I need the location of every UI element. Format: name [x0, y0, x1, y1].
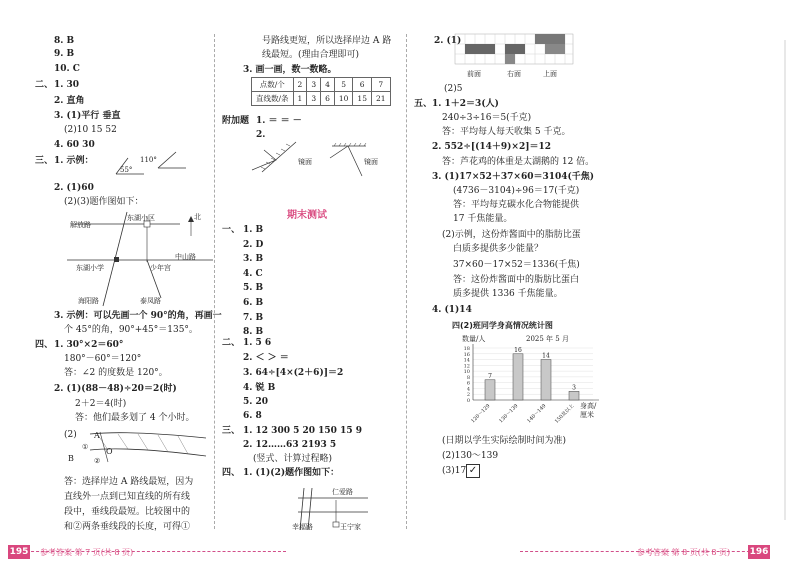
y-tick-label: 8	[466, 374, 470, 381]
page-edge	[784, 40, 786, 520]
table-cell: 1	[293, 92, 307, 106]
table-cell: 15	[353, 92, 372, 106]
view-label: 前面	[467, 70, 481, 78]
points-lines-table	[251, 77, 391, 106]
answer-line: 180°－60°＝120°	[64, 354, 142, 364]
answer-line: 10. C	[54, 64, 80, 74]
road-label: 仁爱路	[332, 488, 353, 496]
answer-line: 2. 直角	[54, 96, 85, 106]
figure-label: ①	[82, 443, 89, 451]
bar	[485, 380, 495, 400]
y-tick-label: 6	[466, 380, 470, 387]
table-cell: 5	[334, 78, 353, 92]
figure-label: A	[94, 431, 100, 440]
y-tick-label: 12	[463, 363, 470, 370]
table-cell: 21	[371, 92, 390, 106]
answer-line: 答：∠2 的度数是 120°。	[64, 368, 168, 378]
answer-line: 6. B	[243, 298, 264, 308]
map-label: 东湖小区	[127, 214, 155, 222]
answer-line: 段中，垂线段最短。比较图中的	[64, 507, 191, 517]
answer-line: 5. B	[243, 283, 264, 294]
table-cell: 7	[371, 78, 390, 92]
answer-line: 4. 锐 B	[243, 383, 276, 393]
answer-line: 1. 30	[54, 80, 80, 90]
answer-line: (4736－3104)÷96＝17(千克)	[453, 186, 580, 196]
table-cell: 6	[321, 92, 335, 106]
answer-line: 2. ＜ ＞ ＝	[243, 353, 289, 363]
table-cell: 6	[353, 78, 372, 92]
exam-title: 期末测试	[287, 210, 327, 221]
mirror-label: 镜面	[364, 158, 378, 166]
road-label: 幸福路	[292, 523, 313, 531]
angle-label: 110°	[140, 156, 157, 164]
answer-line: 7. B	[243, 312, 264, 323]
answer-line: (2)130～139	[442, 451, 499, 461]
answer-line: 3. 画一画，数一数略。	[243, 65, 337, 75]
answer-line: 号路线更短，所以选择岸边 A 路	[262, 36, 392, 46]
view-label: 上面	[543, 70, 557, 78]
footer-text: 参考答案 第 8 页(共 8 页)	[637, 548, 731, 557]
bar	[513, 354, 523, 400]
answer-line: 2.	[256, 130, 266, 140]
chart-date: 2025 年 5 月	[526, 335, 569, 343]
section-heading: 一、	[222, 225, 241, 235]
answer-line: (2)10 15 52	[64, 125, 117, 135]
answer-line: 直线外一点到已知直线的所有线	[64, 492, 191, 502]
answer-line: 9. B	[54, 49, 75, 59]
answer-line: 37×60－17×52＝1336(千焦)	[453, 260, 580, 270]
map-label: 泰凤路	[140, 297, 161, 305]
answer-line: 2. (1)	[434, 36, 462, 46]
category-label: 120～129	[470, 403, 492, 425]
answer-line: 3. (1)平行 垂直	[54, 111, 121, 121]
answer-line: 1. ＝ ＝ －	[256, 116, 302, 126]
table-cell: 点数/个	[252, 78, 294, 92]
y-tick-label: 2	[466, 392, 470, 399]
map-label: 东湖小学	[76, 264, 104, 272]
answer-line: 和②两条垂线段的长度，可得①	[64, 522, 191, 532]
angle-label: 55°	[120, 166, 133, 174]
answer-line: 白质多提供多少能量？	[453, 244, 544, 254]
table-cell: 3	[307, 92, 321, 106]
answer-line: 2. (1)60	[54, 183, 94, 193]
map-label: 北	[194, 213, 201, 221]
section-heading: 五、	[414, 99, 433, 109]
section-heading: 三、	[222, 426, 241, 436]
y-tick-label: 18	[463, 346, 470, 352]
data-label: 16	[514, 346, 522, 354]
y-tick-label: 4	[466, 386, 470, 393]
answer-line: 答：平均每克碳水化合物能提供	[453, 200, 580, 210]
y-tick-label: 14	[463, 357, 470, 364]
answer-line: 答：芦花鸡的体重是太湖鹅的 12 倍。	[442, 157, 595, 167]
answer-line: 6. 8	[243, 411, 262, 421]
answer-line: 质多提供 1336 千焦能量。	[453, 289, 563, 299]
answer-line: 2. 552÷[(14＋9)×2]＝12	[432, 142, 552, 152]
map-label: 少年宫	[150, 264, 171, 272]
answer-line: 1. B	[243, 225, 264, 235]
answer-line: 4. 60 30	[54, 140, 95, 150]
road-label: 王宁家	[340, 523, 361, 531]
data-label: 14	[542, 352, 550, 360]
answer-line: 17 千焦能量。	[453, 214, 513, 224]
map-label: 海阳路	[78, 297, 99, 305]
answer-line: 240÷3÷16＝5(千克)	[442, 113, 532, 123]
answer-line: 8. B	[54, 36, 75, 46]
data-label: 3	[572, 384, 576, 392]
section-heading: 二、	[35, 80, 54, 90]
answer-line: 1. 示例：	[54, 156, 94, 166]
bar	[541, 360, 551, 400]
bar	[569, 391, 579, 400]
table-cell: 4	[321, 78, 335, 92]
answer-line: 答：他们最多划了 4 个小时。	[75, 413, 195, 423]
table-cell: 直线数/条	[252, 92, 294, 106]
chart-ylabel: 数量/人	[462, 335, 486, 343]
mirror-label: 镜面	[298, 158, 312, 166]
figure-label: B	[68, 454, 74, 463]
answer-line: 4. C	[243, 268, 263, 279]
answer-line: 4. (1)14	[432, 305, 472, 315]
answer-line: 5. 20	[243, 397, 269, 407]
answer-line: 2＋2＝4(时)	[75, 399, 127, 409]
answer-line: (2)示例，这份炸酱面中的脂肪比蛋	[442, 230, 581, 240]
category-label: 130～139	[498, 403, 520, 425]
column-divider	[214, 34, 215, 529]
answer-line: 1. 5 6	[243, 338, 272, 348]
map-label: 中山路	[175, 253, 196, 261]
section-heading: 附加题	[222, 116, 250, 126]
answer-line: 3. 示例：可以先画一个 90°的角，再画一	[54, 311, 222, 321]
figure-label: ②	[94, 457, 101, 465]
y-tick-label: 0	[466, 398, 470, 404]
answer-line: 1. 30°×2＝60°	[54, 340, 124, 350]
table-cell: 3	[307, 78, 321, 92]
answer-line: 线最短。(理由合理即可)	[262, 50, 360, 60]
answer-line: 个 45°的角，90°+45°＝135°。	[64, 325, 198, 335]
chart-xlabel: 身高/厘米	[580, 402, 597, 419]
view-label: 右面	[507, 70, 521, 78]
check-box: ✓	[466, 464, 480, 478]
answer-line: 2. (1)(88－48)÷20＝2(时)	[54, 384, 177, 394]
answer-line: 3. 64÷[4×(2＋6)]＝2	[243, 368, 344, 378]
answer-line: 1. (1)(2)题作图如下：	[243, 468, 340, 478]
category-label: 150及以上	[553, 403, 576, 425]
answer-line: (2)	[64, 430, 77, 440]
map-label: 解放路	[70, 221, 91, 229]
answer-line: 1. 1＋2＝3(人)	[432, 99, 499, 109]
page-number: 195	[9, 547, 29, 557]
answer-line: (3)17	[442, 466, 467, 476]
data-label: 7	[488, 372, 492, 380]
footer-text: 参考答案 第 7 页(共 8 页)	[40, 548, 134, 557]
y-tick-label: 16	[463, 351, 470, 358]
answer-line: 2. 12……63 2193 5	[243, 440, 337, 450]
section-heading: 三、	[35, 156, 54, 166]
section-heading: 四、	[222, 468, 241, 478]
table-cell: 10	[334, 92, 353, 106]
answer-line: 1. 12 300 5 20 150 15 9	[243, 426, 362, 436]
answer-line: 3. B	[243, 254, 264, 265]
answer-line: 8. B	[243, 327, 264, 338]
answer-line: 答：选择岸边 A 路线最短，因为	[64, 477, 194, 487]
three-views-figure	[455, 34, 575, 68]
figure-label: O	[106, 447, 113, 456]
answer-line: 答：这份炸酱面中的脂肪比蛋白	[453, 275, 580, 285]
answer-line: (日期以学生实际绘制时间为准)	[442, 436, 567, 446]
answer-line: 3. (1)17×52＋37×60＝3104(千焦)	[432, 172, 595, 182]
answer-line: 2. D	[243, 239, 264, 250]
answer-line: (2)5	[444, 84, 463, 94]
y-tick-label: 10	[463, 369, 470, 376]
category-label: 140～149	[526, 403, 548, 425]
chart-title: 四(2)班同学身高情况统计图	[452, 321, 553, 330]
answer-line: (竖式、计算过程略)	[253, 454, 333, 464]
table-cell: 2	[293, 78, 307, 92]
section-heading: 四、	[35, 340, 54, 350]
answer-line: (2)(3)题作图如下：	[64, 197, 144, 207]
answer-line: 答：平均每人每天收集 5 千克。	[442, 127, 571, 137]
section-heading: 二、	[222, 338, 241, 348]
page-number: 196	[749, 547, 769, 557]
column-divider	[406, 34, 407, 529]
